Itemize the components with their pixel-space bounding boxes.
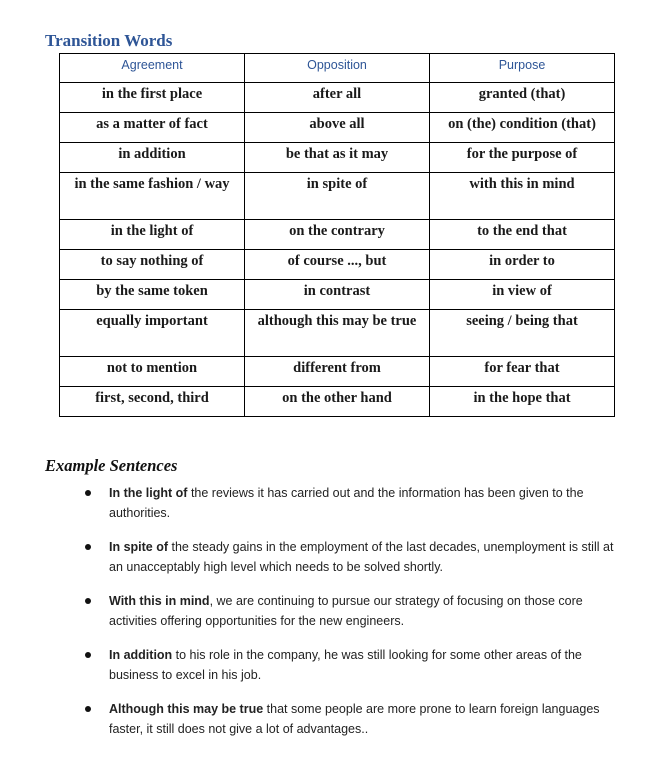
table-cell: as a matter of fact xyxy=(60,113,245,143)
table-cell: on (the) condition (that) xyxy=(430,113,615,143)
sentence-text: , we are continuing to pursue our strategy of focusing on those core activities offering opportunities for the new engineers. xyxy=(109,594,583,628)
transition-phrase: In addition xyxy=(109,648,173,662)
table-cell: not to mention xyxy=(60,357,245,387)
table-cell: for fear that xyxy=(430,357,615,387)
list-item xyxy=(82,537,622,577)
table-cell: with this in mind xyxy=(430,173,615,220)
table-cell: although this may be true xyxy=(245,310,430,357)
table-header-row xyxy=(60,54,615,83)
table-cell: first, second, third xyxy=(60,387,245,417)
table-row xyxy=(60,250,615,280)
table-cell: by the same token xyxy=(60,280,245,310)
bullet-icon xyxy=(85,652,91,658)
table-cell: in view of xyxy=(430,280,615,310)
table-cell: to say nothing of xyxy=(60,250,245,280)
transition-phrase: In spite of xyxy=(109,540,169,554)
transition-phrase: In the light of xyxy=(109,486,188,500)
column-header-agreement: Agreement xyxy=(60,54,245,83)
table-cell: in the hope that xyxy=(430,387,615,417)
bullet-icon xyxy=(85,490,91,496)
table-cell: equally important xyxy=(60,310,245,357)
table-row xyxy=(60,113,615,143)
transition-phrase: Although this may be true xyxy=(109,702,264,716)
example-sentences-list xyxy=(82,483,622,753)
table-row xyxy=(60,143,615,173)
table-cell: above all xyxy=(245,113,430,143)
table-cell: in the first place xyxy=(60,83,245,113)
table-row xyxy=(60,173,615,220)
table-row xyxy=(60,387,615,417)
column-header-purpose: Purpose xyxy=(430,54,615,83)
sentence-text: that some people are more prone to learn foreign languages faster, it still does not give a lot of advantages.. xyxy=(109,702,600,736)
table-cell: to the end that xyxy=(430,220,615,250)
list-item xyxy=(82,645,622,685)
table-cell: for the purpose of xyxy=(430,143,615,173)
table-row xyxy=(60,220,615,250)
table-cell: in contrast xyxy=(245,280,430,310)
bullet-icon xyxy=(85,706,91,712)
list-item xyxy=(82,483,622,523)
table-cell: granted (that) xyxy=(430,83,615,113)
table-cell: on the contrary xyxy=(245,220,430,250)
table-cell: in the light of xyxy=(60,220,245,250)
bullet-icon xyxy=(85,544,91,550)
table-cell: in order to xyxy=(430,250,615,280)
list-item xyxy=(82,699,622,739)
table-cell: seeing / being that xyxy=(430,310,615,357)
table-cell: after all xyxy=(245,83,430,113)
table-cell: be that as it may xyxy=(245,143,430,173)
table-row xyxy=(60,357,615,387)
table-cell: in addition xyxy=(60,143,245,173)
table-row xyxy=(60,280,615,310)
sentence-text: the reviews it has carried out and the information has been given to the authorities. xyxy=(109,486,584,520)
table-row xyxy=(60,310,615,357)
example-sentences-heading: Example Sentences xyxy=(45,456,178,475)
table-row xyxy=(60,83,615,113)
table-cell: in the same fashion / way xyxy=(60,173,245,220)
table-cell: different from xyxy=(245,357,430,387)
sentence-text: to his role in the company, he was still looking for some other areas of the business to excel in his job. xyxy=(109,648,582,682)
list-item xyxy=(82,591,622,631)
transition-words-table xyxy=(59,53,615,417)
table-cell: in spite of xyxy=(245,173,430,220)
bullet-icon xyxy=(85,598,91,604)
sentence-text: the steady gains in the employment of the last decades, unemployment is still at an unacceptably high level which needs to be solved shortly. xyxy=(109,540,614,574)
table-cell: on the other hand xyxy=(245,387,430,417)
table-cell: of course ..., but xyxy=(245,250,430,280)
transition-phrase: With this in mind xyxy=(109,594,210,608)
column-header-opposition: Opposition xyxy=(245,54,430,83)
page-title: Transition Words xyxy=(45,31,173,50)
